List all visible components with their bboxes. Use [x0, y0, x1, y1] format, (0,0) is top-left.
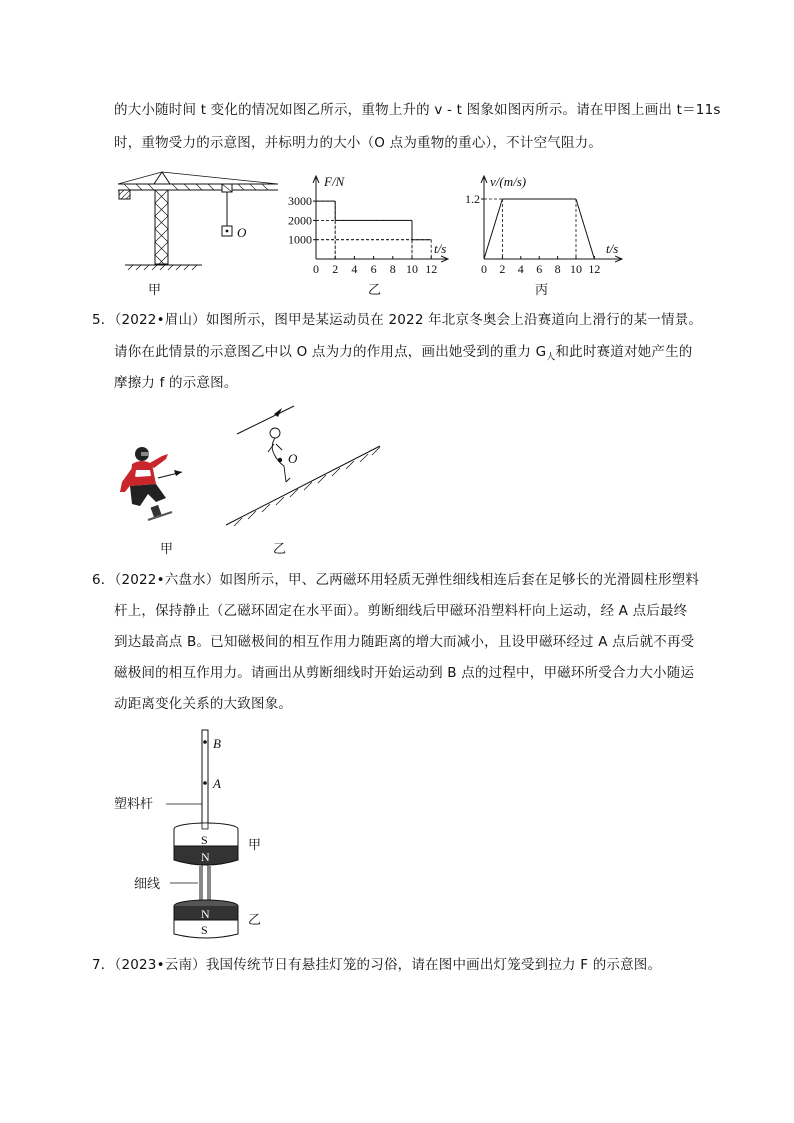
- crane-point-o: O: [237, 225, 247, 240]
- ft-x-tick-label: 8: [389, 262, 396, 276]
- q5-subscript: 人: [546, 352, 556, 363]
- skier-photo: [108, 440, 218, 530]
- vt-x-tick-label: 2: [499, 262, 506, 276]
- vt-x-tick-label: 0: [481, 262, 487, 276]
- thread-label: 细线: [134, 877, 161, 892]
- ft-y-tick-label: 3000: [288, 194, 312, 209]
- magnet-rings-diagram: [112, 726, 312, 941]
- q7-line-1: 7．（2023•云南）我国传统节日有悬挂灯笼的习俗，请在图中画出灯笼受到拉力 F 的示意图。: [92, 957, 662, 973]
- caption-yi-q4: 乙: [368, 283, 382, 298]
- velocity-time-chart: [456, 170, 636, 280]
- ft-x-tick-label: 2: [332, 262, 339, 276]
- slope-point-o: O: [288, 451, 298, 466]
- q6-line-5: 动距离变化关系的大致图象。: [114, 696, 293, 712]
- vt-series-segment: [484, 199, 502, 259]
- q4-line-1: 的大小随时间 t 变化的情况如图乙所示，重物上升的 v - t 图象如图丙所示。请在甲图上画出 t＝11s: [114, 102, 721, 118]
- ft-x-label: t/s: [434, 241, 447, 256]
- caption-jia-q5: 甲: [160, 542, 174, 557]
- ft-y-tick-label: 1000: [288, 232, 312, 247]
- q5-line-3: 摩擦力 f 的示意图。: [114, 375, 238, 391]
- vt-x-tick-label: 4: [517, 262, 524, 276]
- vt-x-label: t/s: [606, 241, 619, 256]
- vt-series-segment: [576, 199, 594, 259]
- ft-x-tick-label: 12: [425, 262, 438, 276]
- q5-line-2a: 请你在此情景的示意图乙中以 O 点为力的作用点，画出她受到的重力 G: [114, 344, 547, 360]
- point-a-label: A: [213, 776, 221, 791]
- q6-line-4: 磁极间的相互作用力。请画出从剪断细线时开始运动到 B 点的过程中，甲磁环所受合力大小随运: [114, 665, 695, 681]
- vt-y-label: v/(m/s): [490, 174, 527, 189]
- crane-figure: [110, 170, 310, 280]
- ft-x-tick-label: 0: [313, 262, 319, 276]
- ft-x-tick-label: 4: [351, 262, 358, 276]
- vt-x-tick-label: 12: [588, 262, 601, 276]
- ft-y-tick-label: 2000: [288, 213, 312, 228]
- q6-line-1: 6．（2022•六盘水）如图所示，甲、乙两磁环用轻质无弹性细线相连后套在足够长的光滑圆柱形塑料: [92, 572, 700, 588]
- caption-jia-q4: 甲: [148, 283, 162, 298]
- q6-line-2: 杆上，保持静止（乙磁环固定在水平面）。剪断细线后甲磁环沿塑料杆向上运动，经 A 点后最终: [114, 603, 688, 619]
- slope-diagram: [222, 400, 392, 530]
- ft-y-label: F/N: [324, 174, 345, 189]
- q6-line-3: 到达最高点 B。已知磁极间的相互作用力随距离的增大而减小，且设甲磁环经过 A 点后就不再受: [114, 634, 695, 650]
- force-time-chart: [286, 170, 456, 280]
- point-a-dot: [203, 781, 207, 785]
- q5-line-2: [114, 342, 692, 368]
- ring-yi-bottom-pole: S: [201, 923, 208, 937]
- ring-jia-label: 甲: [248, 838, 262, 853]
- ring-yi-label: 乙: [248, 913, 262, 928]
- vt-x-tick-label: 10: [570, 262, 582, 276]
- ring-yi-top-pole: N: [201, 907, 210, 921]
- q5-line-1: 5．（2022•眉山）如图所示，图甲是某运动员在 2022 年北京冬奥会上沿赛道向上滑行的某一情景。: [92, 312, 703, 328]
- point-b-dot: [203, 740, 207, 744]
- vt-x-tick-label: 8: [554, 262, 561, 276]
- point-b-label: B: [213, 736, 221, 751]
- vt-x-tick-label: 6: [536, 262, 543, 276]
- ring-jia-bottom-pole: N: [201, 850, 210, 864]
- caption-bing-q4: 丙: [535, 283, 549, 298]
- rod-label: 塑料杆: [114, 797, 154, 812]
- ft-x-tick-label: 6: [370, 262, 377, 276]
- caption-yi-q5: 乙: [273, 542, 287, 557]
- vt-y-tick-label: 1.2: [465, 192, 480, 206]
- q4-line-2: 时，重物受力的示意图，并标明力的大小（O 点为重物的重心），不计空气阻力。: [114, 135, 603, 151]
- ft-x-tick-label: 10: [406, 262, 418, 276]
- ring-jia-top-pole: S: [201, 833, 208, 847]
- q5-line-2b: 和此时赛道对她产生的: [555, 344, 693, 360]
